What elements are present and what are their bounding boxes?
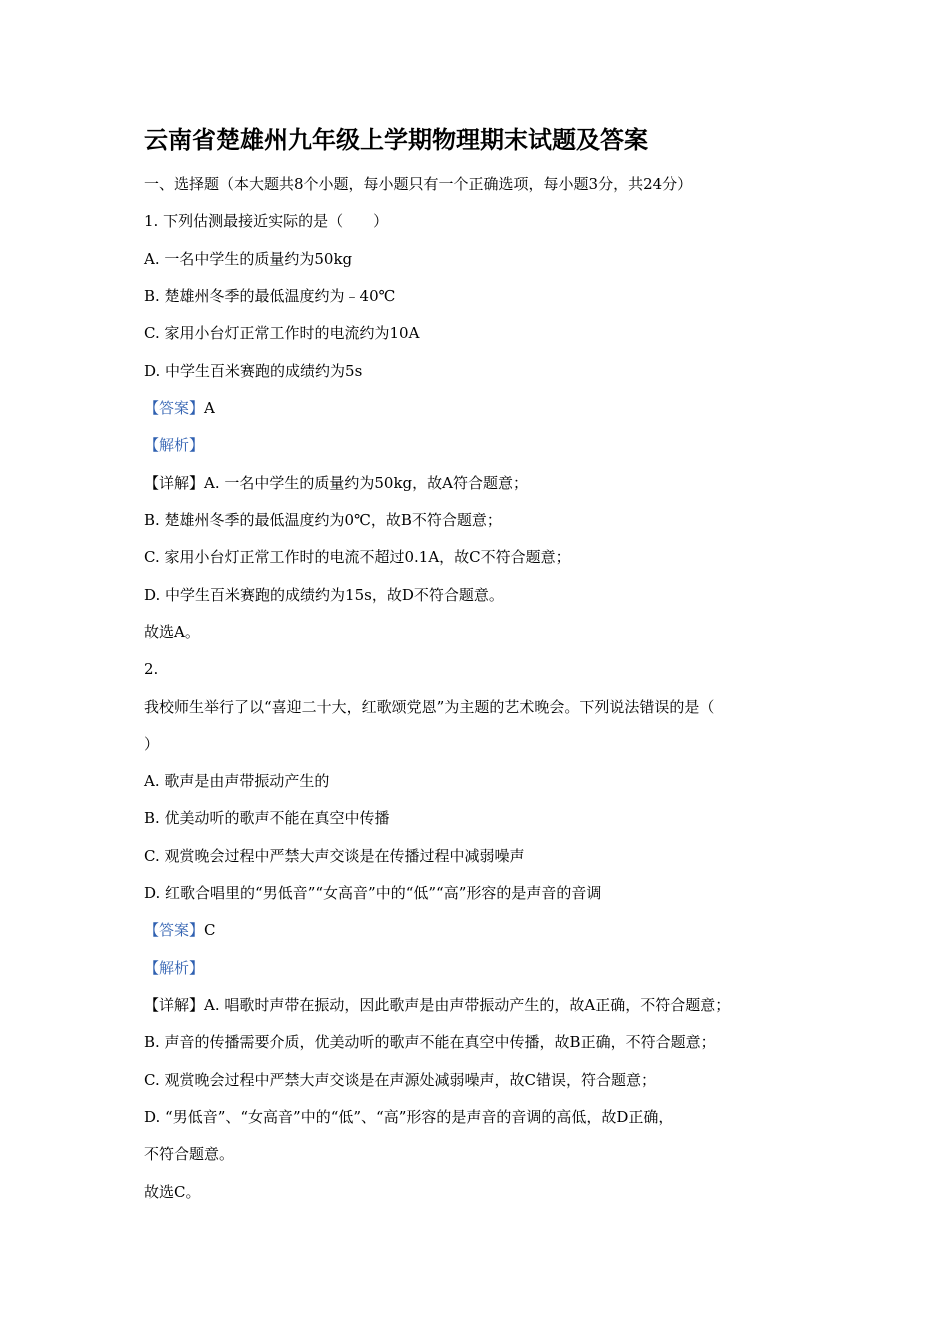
document-title: 云南省楚雄州九年级上学期物理期末试题及答案 [144,126,648,154]
question-1-option-a: A. 一名中学生的质量约为50kg [144,250,353,268]
question-2-answer [144,919,216,941]
question-1-option-b: B. 楚雄州冬季的最低温度约为﹣40℃ [144,287,396,305]
question-2-detail-line-4: D. “男低音”、“女高音”中的“低”、“高”形容的是声音的音调的高低，故D正确， [144,1108,674,1126]
question-1-detail-line-1 [144,472,528,494]
answer-value: C [204,921,216,939]
question-2-number: 2. [144,660,159,678]
question-1-option-d: D. 中学生百米赛跑的成绩约为5s [144,362,363,380]
question-2-detail-line-1 [144,994,730,1016]
question-1-detail-line-2: B. 楚雄州冬季的最低温度约为0℃，故B不符合题意； [144,511,502,529]
question-2-option-a: A. 歌声是由声带振动产生的 [144,772,330,790]
detail-tag: 【详解】 [144,996,205,1014]
question-2-option-c: C. 观赏晚会过程中严禁大声交谈是在传播过程中减弱噪声 [144,847,525,865]
question-2-detail-line-5: 不符合题意。 [144,1145,235,1163]
question-2-detail-line-2: B. 声音的传播需要介质，优美动听的歌声不能在真空中传播，故B正确，不符合题意； [144,1033,716,1051]
question-1-option-c: C. 家用小台灯正常工作时的电流约为10A [144,324,420,342]
question-2-option-d: D. 红歌合唱里的“男低音”“女高音”中的“低”“高”形容的是声音的音调 [144,884,602,902]
detail-tag: 【详解】 [144,474,205,492]
question-2-analysis-tag: 【解析】 [144,959,205,977]
question-2-stem-line-2: ） [144,735,160,753]
section-header: 一、选择题（本大题共8个小题，每小题只有一个正确选项，每小题3分，共24分） [144,175,693,193]
question-1-conclusion: 故选A。 [144,623,200,641]
question-1-stem: 1. 下列估测最接近实际的是（ ） [144,212,389,230]
question-2-option-b: B. 优美动听的歌声不能在真空中传播 [144,809,390,827]
question-1-detail-line-3: C. 家用小台灯正常工作时的电流不超过0.1A，故C不符合题意； [144,548,571,566]
question-2-conclusion: 故选C。 [144,1183,201,1201]
question-1-analysis-tag: 【解析】 [144,436,205,454]
question-2-detail-line-3: C. 观赏晚会过程中严禁大声交谈是在声源处减弱噪声，故C错误，符合题意； [144,1071,656,1089]
question-1-answer [144,397,215,419]
question-1-detail-line-4: D. 中学生百米赛跑的成绩约为15s，故D不符合题意。 [144,586,504,604]
detail-text: A. 一名中学生的质量约为50kg，故A符合题意； [204,474,528,492]
answer-tag: 【答案】 [144,921,205,939]
detail-text: A. 唱歌时声带在振动，因此歌声是由声带振动产生的，故A正确，不符合题意； [204,996,731,1014]
answer-tag: 【答案】 [144,399,205,417]
question-2-stem-line-1: 我校师生举行了以“喜迎二十大，红歌颂党恩”为主题的艺术晚会。下列说法错误的是（ [144,698,715,716]
answer-value: A [204,399,215,417]
